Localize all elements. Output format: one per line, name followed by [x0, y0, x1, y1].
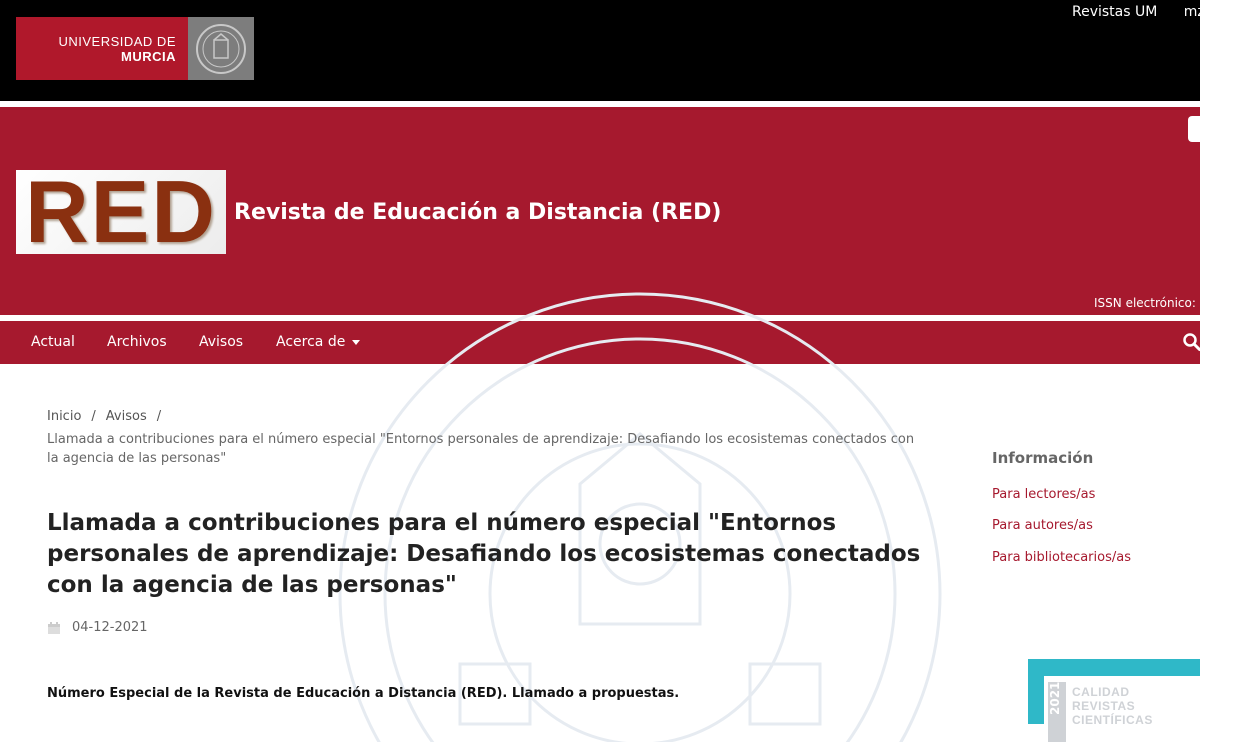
university-logo-wordmark: [16, 17, 188, 80]
university-logo-line2: MURCIA: [121, 48, 176, 64]
topnav-user-link[interactable]: mza: [1183, 4, 1214, 20]
breadcrumb: [47, 409, 171, 424]
search-icon[interactable]: [1183, 333, 1201, 355]
caret-down-icon: [352, 340, 360, 345]
university-seal-icon: [188, 17, 254, 80]
calendar-icon: [47, 621, 61, 635]
quality-badge[interactable]: [1028, 659, 1200, 727]
quality-badge-text: [1072, 685, 1153, 727]
nav-item-acerca-de-label: Acerca de: [276, 334, 346, 350]
quality-badge-line1: CALIDAD: [1072, 685, 1130, 699]
breadcrumb-current: Llamada a contribuciones para el número especial "Entornos personales de aprendizaje: Desafiando los ecosistemas conectados con la agencia de las personas": [47, 432, 915, 466]
nav-item-archivos[interactable]: Archivos: [107, 334, 167, 350]
sidebar-link-autores[interactable]: Para autores/as: [992, 518, 1093, 533]
breadcrumb-separator: /: [156, 409, 162, 424]
banner-corner-button[interactable]: [1188, 116, 1208, 142]
sidebar-link-lectores[interactable]: Para lectores/as: [992, 487, 1096, 502]
nav-item-actual[interactable]: Actual: [31, 334, 75, 350]
quality-badge-card: [1044, 676, 1204, 736]
announcement-date: [47, 620, 148, 635]
quality-badge-line2: REVISTAS: [1072, 699, 1136, 713]
page-title: Llamada a contribuciones para el número especial "Entornos personales de aprendizaje: Desafiando los ecosistemas conectados con la agencia de las personas": [47, 510, 921, 598]
topnav-revistas-um-link[interactable]: Revistas UM: [1072, 4, 1158, 20]
breadcrumb-separator: /: [91, 409, 96, 424]
journal-logo-text: RED: [25, 162, 217, 261]
top-navigation: [1072, 4, 1235, 20]
announcement-date-text: 04-12-2021: [72, 620, 148, 635]
issn-text: ISSN electrónico: 1: [1094, 296, 1208, 310]
sidebar-link-bibliotecarios[interactable]: Para bibliotecarios/as: [992, 550, 1131, 565]
breadcrumb-home-link[interactable]: Inicio: [47, 409, 82, 424]
sidebar-title: Información: [992, 449, 1094, 467]
nav-item-avisos[interactable]: Avisos: [199, 334, 244, 350]
university-logo[interactable]: [16, 17, 254, 80]
university-logo-line1: UNIVERSIDAD DE: [58, 33, 176, 49]
site-banner: [0, 107, 1208, 315]
journal-logo[interactable]: [16, 162, 226, 261]
article-lead: Número Especial de la Revista de Educación a Distancia (RED). Llamado a propuestas.: [47, 686, 680, 701]
quality-badge-year: 2021: [1048, 682, 1066, 742]
site-title[interactable]: Revista de Educación a Distancia (RED): [234, 200, 722, 225]
nav-item-acerca-de[interactable]: [276, 334, 360, 350]
quality-badge-line3: CIENTÍFICAS: [1072, 713, 1153, 727]
top-bar: [0, 0, 1214, 101]
breadcrumb-avisos-link[interactable]: Avisos: [105, 409, 147, 424]
